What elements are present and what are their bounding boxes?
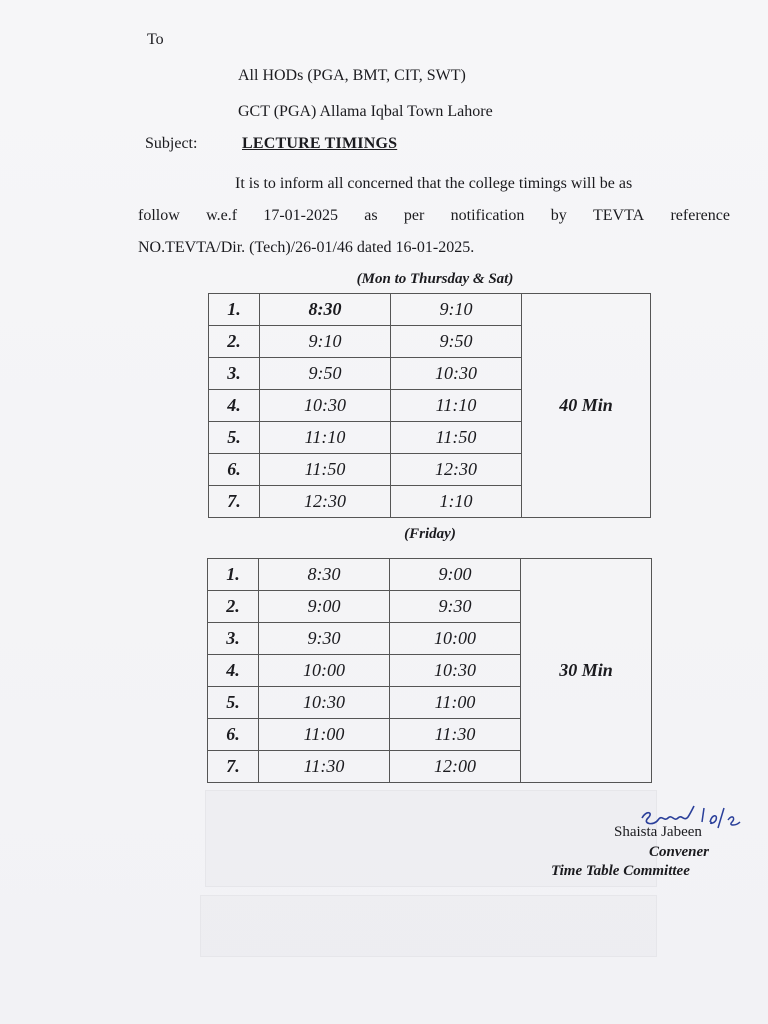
start-time: 9:30 <box>259 623 390 655</box>
to-label: To <box>147 31 164 48</box>
period-number: 2. <box>209 326 260 358</box>
start-time: 10:30 <box>259 687 390 719</box>
bleed-through-block <box>200 895 657 957</box>
start-time: 11:00 <box>259 719 390 751</box>
start-time: 11:10 <box>260 422 391 454</box>
start-time: 10:30 <box>260 390 391 422</box>
start-time: 12:30 <box>260 486 391 518</box>
start-time: 8:30 <box>260 294 391 326</box>
end-time: 9:50 <box>391 326 522 358</box>
start-time: 11:30 <box>259 751 390 783</box>
end-time: 10:30 <box>390 655 521 687</box>
signatory-committee: Time Table Committee <box>551 863 690 879</box>
table-row <box>209 294 651 326</box>
notice-paragraph <box>138 168 730 264</box>
period-number: 4. <box>208 655 259 687</box>
subject-label: Subject: <box>145 135 198 152</box>
signatory-name: Shaista Jabeen <box>614 824 702 840</box>
period-duration: 40 Min <box>522 294 651 518</box>
recipient-line-1: All HODs (PGA, BMT, CIT, SWT) <box>238 67 466 84</box>
period-duration: 30 Min <box>521 559 652 783</box>
end-time: 9:10 <box>391 294 522 326</box>
schedule-caption-friday: (Friday) <box>404 526 456 542</box>
period-number: 1. <box>208 559 259 591</box>
end-time: 11:00 <box>390 687 521 719</box>
end-time: 11:50 <box>391 422 522 454</box>
period-number: 7. <box>209 486 260 518</box>
end-time: 9:00 <box>390 559 521 591</box>
end-time: 1:10 <box>391 486 522 518</box>
schedule-table-weekdays <box>208 293 651 518</box>
paragraph-word: TEVTA <box>593 207 645 224</box>
paragraph-word: w.e.f <box>206 207 238 224</box>
paragraph-word: as <box>364 207 378 224</box>
start-time: 10:00 <box>259 655 390 687</box>
paragraph-word: per <box>403 207 425 224</box>
start-time: 9:50 <box>260 358 391 390</box>
period-number: 3. <box>209 358 260 390</box>
end-time: 12:30 <box>391 454 522 486</box>
paragraph-word: by <box>550 207 567 224</box>
signatory-role: Convener <box>649 844 709 860</box>
period-number: 5. <box>209 422 260 454</box>
recipient-line-2: GCT (PGA) Allama Iqbal Town Lahore <box>238 103 493 120</box>
start-time: 8:30 <box>259 559 390 591</box>
end-time: 9:30 <box>390 591 521 623</box>
period-number: 5. <box>208 687 259 719</box>
start-time: 11:50 <box>260 454 391 486</box>
end-time: 11:30 <box>390 719 521 751</box>
table-row <box>208 559 652 591</box>
start-time: 9:00 <box>259 591 390 623</box>
paragraph-word: reference <box>670 207 730 224</box>
subject-title: LECTURE TIMINGS <box>242 135 398 152</box>
period-number: 6. <box>208 719 259 751</box>
paragraph-word: notification <box>450 207 525 224</box>
end-time: 11:10 <box>391 390 522 422</box>
paragraph-word: 17-01-2025 <box>263 207 338 224</box>
schedule-table-friday <box>207 558 652 783</box>
paragraph-word: follow <box>138 207 180 224</box>
period-number: 6. <box>209 454 260 486</box>
period-number: 2. <box>208 591 259 623</box>
end-time: 12:00 <box>390 751 521 783</box>
period-number: 1. <box>209 294 260 326</box>
period-number: 3. <box>208 623 259 655</box>
end-time: 10:30 <box>391 358 522 390</box>
period-number: 7. <box>208 751 259 783</box>
start-time: 9:10 <box>260 326 391 358</box>
paragraph-line-3: NO.TEVTA/Dir. (Tech)/26-01/46 dated 16-01-2025. <box>138 239 475 256</box>
end-time: 10:00 <box>390 623 521 655</box>
period-number: 4. <box>209 390 260 422</box>
schedule-caption-weekdays: (Mon to Thursday & Sat) <box>356 271 514 287</box>
paragraph-line-2 <box>138 200 730 232</box>
paragraph-line-1: It is to inform all concerned that the college timings will be as <box>235 175 633 192</box>
